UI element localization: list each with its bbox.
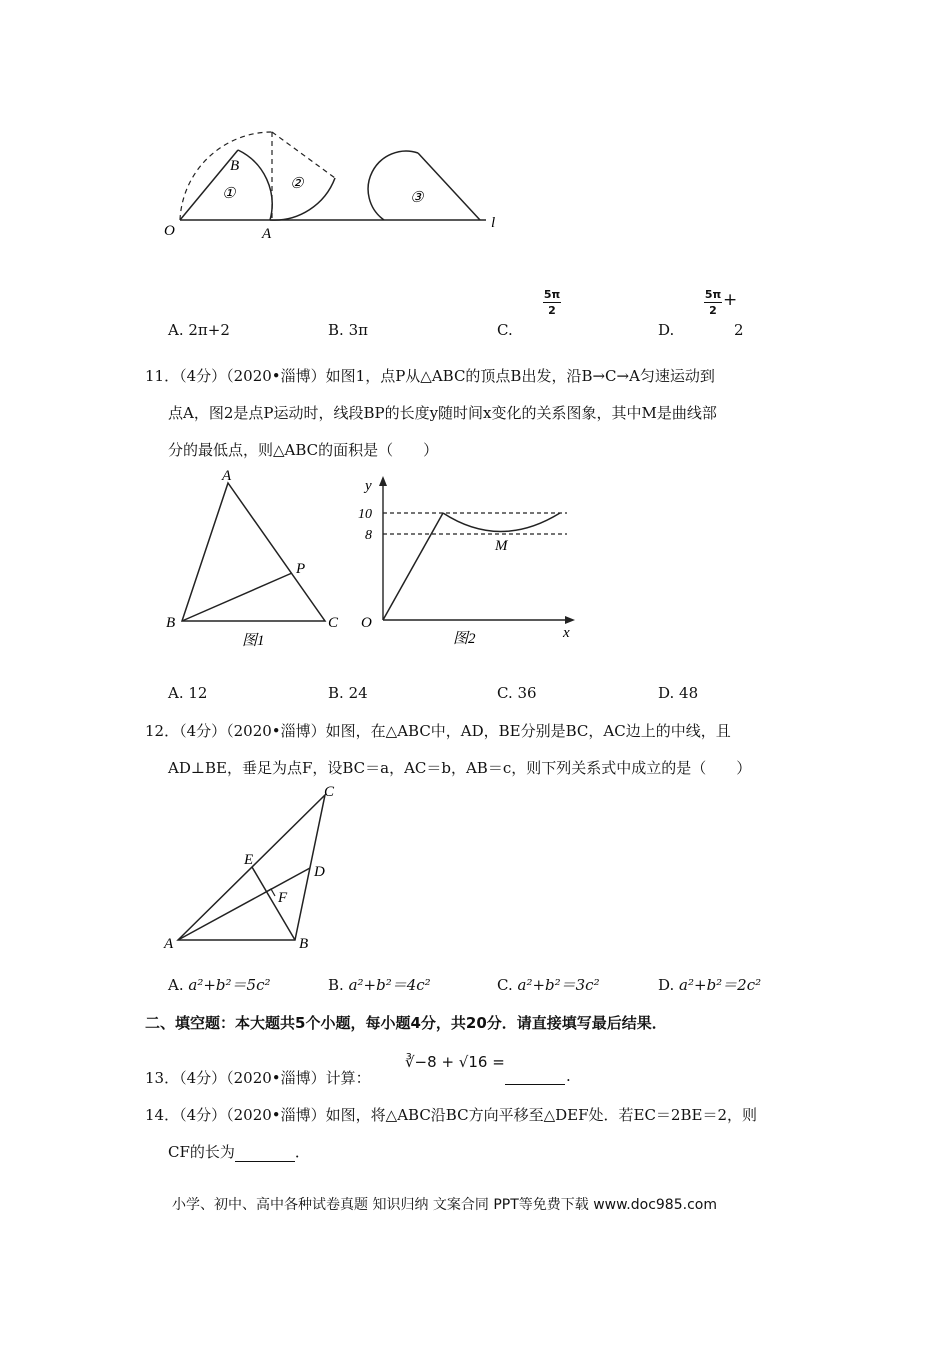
q10-option-d-fraction: [704, 288, 722, 317]
q11-line-3: 分的最低点，则△ABC的面积是（ ）: [168, 441, 439, 459]
option-text: 48: [679, 684, 699, 702]
option-letter: A.: [168, 321, 184, 339]
q10-option-d-plus: +: [723, 290, 738, 310]
fraction-numerator: 5π: [704, 288, 722, 301]
q11-option-b: [328, 684, 368, 702]
fig1-caption: 图1: [242, 633, 265, 649]
fig2-label-y: y: [365, 478, 372, 494]
q12-line-2: AD⊥BE，垂足为点F，设BC＝a，AC＝b，AB＝c，则下列关系式中成立的是（ ）: [168, 759, 752, 777]
option-text: a²+b²＝2c²: [679, 976, 762, 994]
option-letter: D.: [658, 684, 675, 702]
section-2-heading: 二、填空题：本大题共5个小题，每小题4分，共20分．请直接填写最后结果．: [145, 1014, 667, 1032]
q11-line-1: 11．（4分）（2020•淄博）如图1，点P从△ABC的顶点B出发，沿B→C→A匀速运动到: [145, 367, 715, 385]
option-text: a²+b²＝4c²: [348, 976, 431, 994]
q10-option-a: [168, 321, 230, 339]
q12-line-1: 12．（4分）（2020•淄博）如图，在△ABC中，AD，BE分别是BC，AC边上的中线，且: [145, 722, 731, 740]
q10-option-d-tail: 2: [734, 321, 744, 339]
fraction-denominator: 2: [709, 304, 717, 317]
option-letter: C.: [497, 684, 513, 702]
option-letter: B.: [328, 684, 344, 702]
q13-text: 13．（4分）（2020•淄博）计算：: [145, 1069, 371, 1087]
fig1-label-p: P: [296, 561, 306, 577]
q13-answer-blank: [505, 1067, 565, 1085]
q12-option-d: [658, 974, 761, 995]
q10-option-c-fraction: [543, 288, 561, 317]
fig1-label-a: A: [222, 468, 232, 484]
q12-option-c: [497, 974, 600, 995]
q12-label-a: A: [164, 936, 174, 952]
q12-option-b: [328, 974, 431, 995]
fig2-label-o: O: [361, 615, 372, 631]
q14-line-1: 14．（4分）（2020•淄博）如图，将△ABC沿BC方向平移至△DEF处．若EC＝2BE＝2，则: [145, 1106, 757, 1124]
q12-label-c: C: [324, 784, 335, 800]
q14-line-2-end: ．: [294, 1143, 310, 1161]
option-text: a²+b²＝3c²: [517, 976, 600, 994]
q10-figure: [150, 120, 520, 250]
option-letter: A.: [168, 684, 184, 702]
fig1-label-b: B: [166, 615, 176, 631]
q14-answer-blank: [235, 1147, 295, 1162]
option-letter: A.: [168, 976, 184, 994]
option-letter: C.: [497, 321, 513, 339]
q10-option-d: [658, 321, 674, 339]
fig1-label-c: C: [328, 615, 339, 631]
q12-label-d: D: [314, 864, 325, 880]
fig2-label-m: M: [495, 538, 508, 554]
q10-label-o: O: [164, 223, 175, 239]
q10-region-1: ①: [222, 186, 236, 202]
q11-line-2: 点A，图2是点P运动时，线段BP的长度y随时间x变化的关系图象，其中M是曲线部: [168, 404, 717, 422]
q14-line-2-text: CF的长为: [168, 1143, 235, 1161]
option-text: 2π+2: [188, 321, 230, 339]
fig2-caption: 图2: [453, 631, 476, 647]
q11-option-d: [658, 684, 698, 702]
option-letter: B.: [328, 976, 344, 994]
q11-figure-1: [160, 465, 350, 655]
q12-option-a: [168, 974, 271, 995]
option-text: 36: [517, 684, 537, 702]
option-text: 24: [348, 684, 368, 702]
q13-end: .: [566, 1067, 571, 1085]
option-letter: B.: [328, 321, 344, 339]
fig2-tick-10: 10: [358, 507, 372, 522]
q10-label-l: l: [491, 215, 496, 231]
q10-option-b: [328, 321, 368, 339]
q13-formula: ∛−8 + √16 =: [405, 1053, 505, 1071]
fraction-denominator: 2: [548, 304, 556, 317]
q10-label-a: A: [262, 226, 272, 242]
q12-label-f: F: [278, 890, 288, 906]
fraction-numerator: 5π: [543, 288, 561, 301]
option-letter: C.: [497, 976, 513, 994]
option-letter: D.: [658, 976, 675, 994]
fig2-label-x: x: [563, 625, 570, 641]
option-text: 3π: [348, 321, 368, 339]
q10-region-2: ②: [290, 176, 304, 192]
q11-figure-2: [355, 470, 590, 655]
option-text: 12: [188, 684, 208, 702]
q11-option-c: [497, 684, 537, 702]
q10-option-c: [497, 321, 513, 339]
option-text: a²+b²＝5c²: [188, 976, 271, 994]
page-footer: 小学、初中、高中各种试卷真题 知识归纳 文案合同 PPT等免费下载 www.doc985.com: [172, 1197, 717, 1213]
q10-region-3: ③: [410, 190, 424, 206]
q12-label-b: B: [299, 936, 309, 952]
q11-option-a: [168, 684, 207, 702]
fig2-tick-8: 8: [365, 528, 372, 543]
q10-label-b: B: [230, 158, 240, 174]
q12-label-e: E: [244, 852, 254, 868]
option-letter: D.: [658, 321, 675, 339]
q12-figure: [160, 780, 350, 955]
q14-line-2: [168, 1141, 310, 1162]
